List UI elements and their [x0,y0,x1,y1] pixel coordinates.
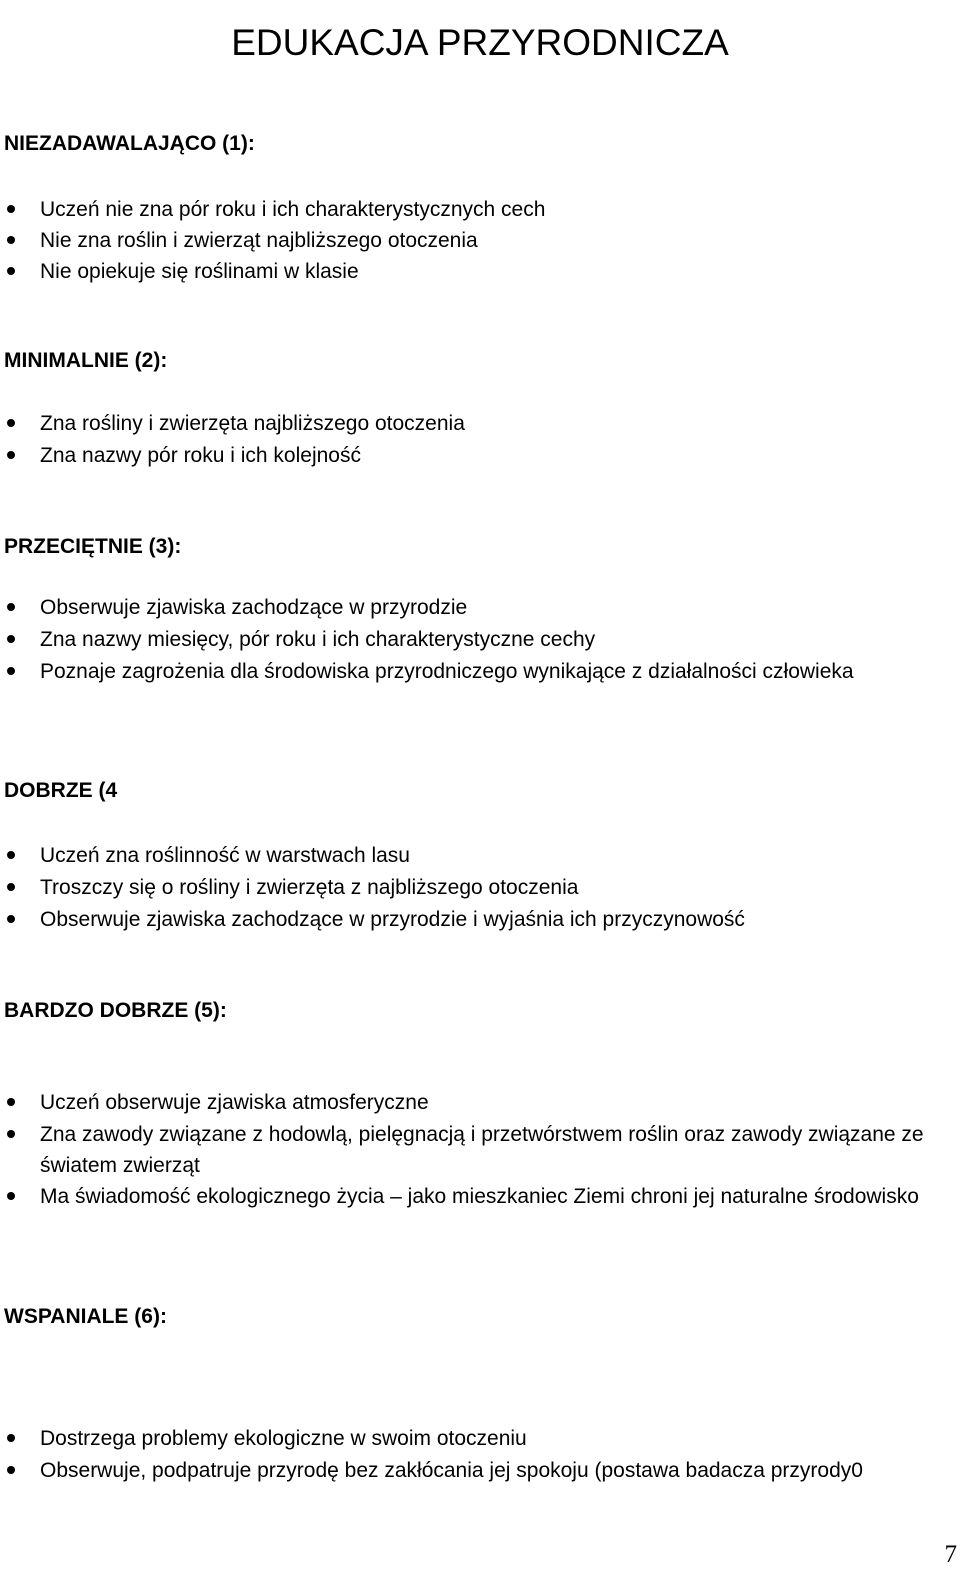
list-item [40,256,954,287]
bullet-icon [7,440,15,471]
section-heading-niezadawalajaco: NIEZADAWALAJĄCO (1): [4,132,255,155]
bullet-icon [7,656,15,687]
bullet-icon [7,1455,15,1486]
section-heading-przecietnie: PRZECIĘTNIE (3): [4,535,182,558]
list-item-text: Uczeń zna roślinność w warstwach lasu [40,844,410,867]
list-item [40,1087,954,1118]
list-item-text: Zna nazwy pór roku i ich kolejność [40,444,361,467]
bullet-icon [7,225,15,256]
list-item-text: Dostrzega problemy ekologiczne w swoim otoczeniu [40,1427,527,1450]
bullet-icon [7,1087,15,1118]
bullet-icon [7,1181,15,1212]
list-item-text: Obserwuje, podpatruje przyrodę bez zakłócania jej spokoju (postawa badacza przyrody0 [40,1459,863,1482]
list-item-text: Uczeń obserwuje zjawiska atmosferyczne [40,1091,429,1114]
bullet-icon [7,1423,15,1454]
section-heading-dobrze: DOBRZE (4 [4,779,118,802]
list-item [40,904,954,935]
list-item-text: Obserwuje zjawiska zachodzące w przyrodzie i wyjaśnia ich przyczynowość [40,908,745,931]
bullet-icon [7,592,15,623]
list-item-text: Zna zawody związane z hodowlą, pielęgnacją i przetwórstwem roślin oraz zawody związane ze światem zwierząt [40,1123,924,1177]
bullet-icon [7,194,15,225]
bullet-icon [7,872,15,903]
list-item [40,194,954,225]
list-item [40,1181,954,1212]
list-item [40,656,954,687]
bullet-icon [7,1119,15,1150]
list-item-text: Poznaje zagrożenia dla środowiska przyrodniczego wynikające z działalności człowieka [40,660,854,683]
list-item-text: Obserwuje zjawiska zachodzące w przyrodzie [40,596,468,619]
list-item [40,592,954,623]
page-number: 7 [944,1541,957,1568]
section-heading-minimalnie: MINIMALNIE (2): [4,349,168,372]
section-heading-wspaniale: WSPANIALE (6): [4,1305,167,1328]
bullet-icon [7,904,15,935]
bullet-icon [7,624,15,655]
list-item [40,225,954,256]
list-item [40,408,954,439]
list-item-text: Zna nazwy miesięcy, pór roku i ich charakterystyczne cechy [40,628,596,651]
list-item [40,1455,954,1486]
list-item [40,624,954,655]
bullet-icon [7,840,15,871]
list-item-text: Nie opiekuje się roślinami w klasie [40,260,359,283]
list-item [40,440,954,471]
list-item-text: Ma świadomość ekologicznego życia – jako mieszkaniec Ziemi chroni jej naturalne środowisko [40,1185,919,1208]
section-heading-bardzo-dobrze: BARDZO DOBRZE (5): [4,999,227,1022]
list-item-text: Zna rośliny i zwierzęta najbliższego otoczenia [40,412,465,435]
list-item [40,1119,954,1181]
list-item-text: Nie zna roślin i zwierząt najbliższego otoczenia [40,229,478,252]
bullet-icon [7,408,15,439]
list-item-text: Uczeń nie zna pór roku i ich charakterystycznych cech [40,198,546,221]
list-item [40,872,954,903]
list-item-text: Troszczy się o rośliny i zwierzęta z najbliższego otoczenia [40,876,579,899]
document-title: EDUKACJA PRZYRODNICZA [231,21,729,63]
list-item [40,1423,954,1454]
bullet-icon [7,256,15,287]
list-item [40,840,954,871]
